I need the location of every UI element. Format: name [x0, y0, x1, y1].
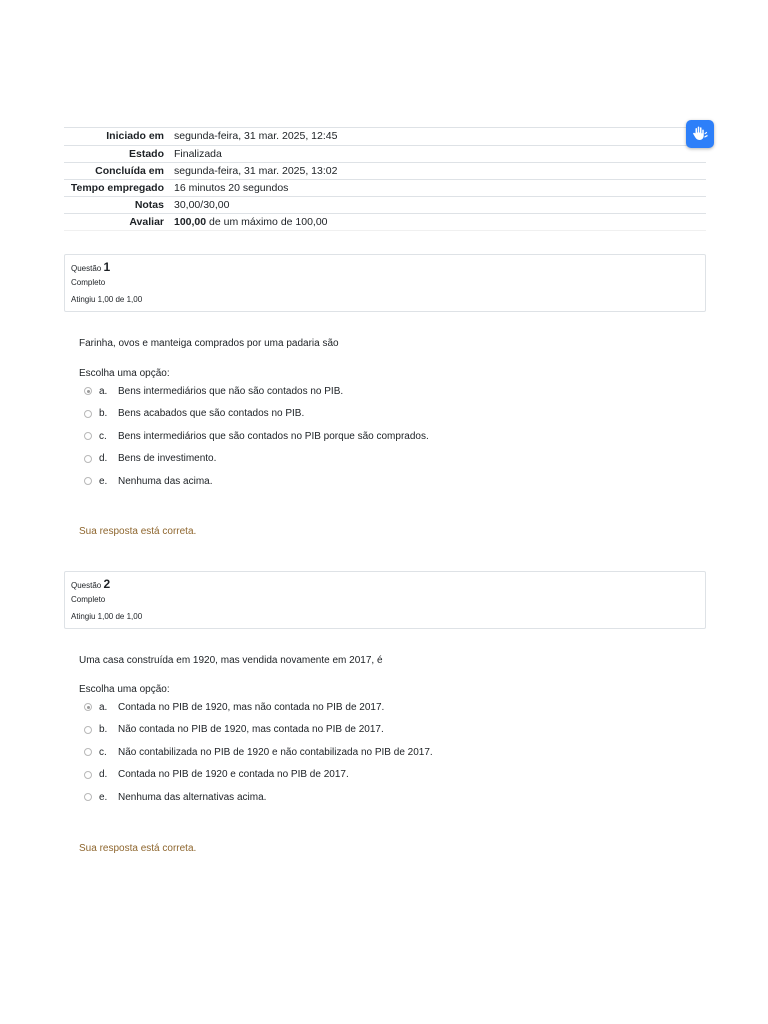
- summary-label: Notas: [134, 199, 164, 211]
- option-text: Bens intermediários que são contados no PIB porque são comprados.: [118, 430, 429, 442]
- option-letter: e.: [99, 475, 108, 487]
- option-text: Não contabilizada no PIB de 1920 e não contabilizada no PIB de 2017.: [118, 746, 433, 758]
- question-1-info: [64, 254, 706, 312]
- option-letter: d.: [99, 769, 108, 781]
- option-letter: d.: [99, 453, 108, 465]
- option-text: Bens de investimento.: [118, 453, 217, 465]
- summary-value: 30,00/30,00: [174, 199, 230, 211]
- summary-value: 16 minutos 20 segundos: [174, 182, 289, 194]
- summary-row-grade: [64, 213, 706, 231]
- radio-selected-icon[interactable]: [84, 387, 92, 395]
- summary-label: Estado: [128, 148, 164, 160]
- summary-row-time-taken: [64, 179, 706, 196]
- summary-value: Finalizada: [174, 148, 222, 160]
- hand-icon: [691, 125, 709, 143]
- question-grade: Atingiu 1,00 de 1,00: [71, 295, 143, 304]
- option-text: Bens acabados que são contados no PIB.: [118, 408, 305, 420]
- option-letter: a.: [99, 701, 108, 713]
- radio-icon[interactable]: [84, 748, 92, 756]
- accessibility-button[interactable]: [686, 120, 714, 148]
- radio-icon[interactable]: [84, 726, 92, 734]
- option-a[interactable]: [84, 696, 433, 719]
- option-e[interactable]: [84, 470, 429, 493]
- option-letter: e.: [99, 791, 108, 803]
- question-2-prompt: Escolha uma opção:: [79, 684, 170, 695]
- option-text: Nenhuma das acima.: [118, 475, 213, 487]
- question-1-feedback: Sua resposta está correta.: [79, 526, 197, 537]
- question-label: Questão: [71, 264, 102, 273]
- summary-label: Tempo empregado: [70, 182, 164, 194]
- option-text: Bens intermediários que não são contados no PIB.: [118, 385, 344, 397]
- radio-selected-icon[interactable]: [84, 703, 92, 711]
- grade-value: 100,00: [174, 216, 207, 228]
- question-grade: Atingiu 1,00 de 1,00: [71, 612, 143, 621]
- question-2-options: [84, 696, 433, 809]
- summary-label: Iniciado em: [106, 130, 164, 142]
- question-number: [71, 260, 110, 274]
- radio-icon[interactable]: [84, 455, 92, 463]
- option-text: Não contada no PIB de 1920, mas contada no PIB de 2017.: [118, 724, 384, 736]
- option-a[interactable]: [84, 380, 429, 403]
- option-c[interactable]: [84, 741, 433, 764]
- option-d[interactable]: [84, 448, 429, 471]
- question-label: Questão: [71, 581, 102, 590]
- summary-row-state: [64, 145, 706, 162]
- radio-icon[interactable]: [84, 771, 92, 779]
- summary-value: segunda-feira, 31 mar. 2025, 12:45: [174, 130, 338, 142]
- summary-row-completed: [64, 162, 706, 179]
- summary-label: Avaliar: [129, 216, 164, 228]
- question-2-feedback: Sua resposta está correta.: [79, 843, 197, 854]
- question-state: Completo: [71, 595, 106, 604]
- option-letter: b.: [99, 724, 108, 736]
- radio-icon[interactable]: [84, 477, 92, 485]
- option-c[interactable]: [84, 425, 429, 448]
- question-1-options: [84, 380, 429, 493]
- option-text: Contada no PIB de 1920 e contada no PIB de 2017.: [118, 769, 349, 781]
- option-letter: c.: [99, 430, 107, 442]
- radio-icon[interactable]: [84, 793, 92, 801]
- question-number: [71, 577, 110, 591]
- question-number-value: 2: [103, 577, 111, 591]
- radio-icon[interactable]: [84, 432, 92, 440]
- radio-icon[interactable]: [84, 410, 92, 418]
- option-e[interactable]: [84, 786, 433, 809]
- question-state: Completo: [71, 278, 106, 287]
- attempt-summary: [64, 127, 706, 231]
- question-number-value: 1: [103, 260, 111, 274]
- summary-row-marks: [64, 196, 706, 213]
- option-letter: b.: [99, 408, 108, 420]
- option-text: Contada no PIB de 1920, mas não contada no PIB de 2017.: [118, 701, 385, 713]
- option-b[interactable]: [84, 403, 429, 426]
- summary-row-started: [64, 127, 706, 145]
- summary-value: [174, 214, 706, 230]
- option-b[interactable]: [84, 719, 433, 742]
- question-1-text: Farinha, ovos e manteiga comprados por uma padaria são: [79, 338, 339, 349]
- option-letter: c.: [99, 746, 107, 758]
- summary-value: segunda-feira, 31 mar. 2025, 13:02: [174, 165, 338, 177]
- question-2-info: [64, 571, 706, 629]
- option-d[interactable]: [84, 764, 433, 787]
- summary-label: Concluída em: [95, 165, 164, 177]
- grade-max: de um máximo de 100,00: [206, 216, 328, 228]
- question-2-text: Uma casa construída em 1920, mas vendida novamente em 2017, é: [79, 655, 383, 666]
- option-text: Nenhuma das alternativas acima.: [118, 791, 267, 803]
- option-letter: a.: [99, 385, 108, 397]
- question-1-prompt: Escolha uma opção:: [79, 368, 170, 379]
